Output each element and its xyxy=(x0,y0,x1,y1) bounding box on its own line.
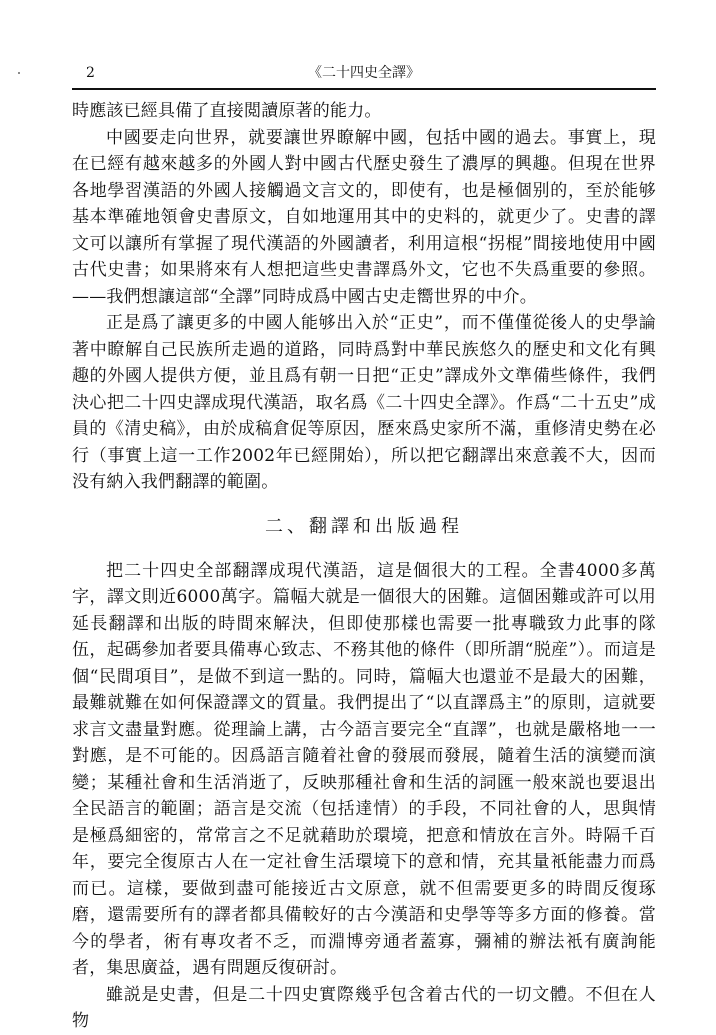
paragraph: 中國要走向世界，就要讓世界瞭解中國，包括中國的過去。事實上，現在已經有越來越多的外國人對中國古代歷史發生了濃厚的興趣。但現在世界各地學習漢語的外國人接觸過文言文的，即使有，也是極個别的，至於能够基本準確地領會史書原文，自如地運用其中的史料的，就更少了。史書的譯文可以讓所有掌握了現代漢語的外國讀者，利用這根“拐棍”間接地使用中國古代史書；如果將來有人想把這些史書譯爲外文，它也不失爲重要的參照。——我們想讓這部“全譯”同時成爲中國古史走嚮世界的中介。 xyxy=(72,127,656,307)
paragraph-continuation: 時應該已經具備了直接閲讀原著的能力。 xyxy=(72,101,382,121)
page-header xyxy=(72,62,656,84)
page-number: 2 xyxy=(86,65,95,81)
running-title: 《二十四史全譯》 xyxy=(308,65,420,81)
paragraph-truncated: 雖説是史書，但是二十四史實際幾乎包含着古代的一切文體。不但在人物 xyxy=(72,984,656,1031)
body-text xyxy=(72,98,656,1035)
header-rule xyxy=(72,88,656,90)
scan-speck xyxy=(18,72,20,74)
paragraph: 把二十四史全部翻譯成現代漢語，這是個很大的工程。全書4000多萬字，譯文則近6000萬字。篇幅大就是一個很大的困難。這個困難或許可以用延長翻譯和出版的時間來解決，但即使那樣也需要一批專職致力此事的隊伍，起碼參加者要具備專心致志、不務其他的條件（即所謂“脱産”）。而這是個“民間項目”，是做不到這一點的。同時，篇幅大也還並不是最大的困難，最難就難在如何保證譯文的質量。我們提出了“以直譯爲主”的原則，這就要求言文盡量對應。從理論上講，古今語言要完全“直譯”，也就是嚴格地一一對應，是不可能的。因爲語言隨着社會的發展而發展，隨着生活的演變而演變；某種社會和生活消逝了，反映那種社會和生活的詞匯一般來説也要退出全民語言的範圍；語言是交流（包括達情）的手段，不同社會的人，思與情是極爲細密的，常常言之不足就藉助於環境，把意和情放在言外。時隔千百年，要完全復原古人在一定社會生活環境下的意和情，充其量衹能盡力而爲而已。這樣，要做到盡可能接近古文原意，就不但需要更多的時間反復琢磨，還需要所有的譯者都具備較好的古今漢語和史學等等多方面的修養。當今的學者，術有專攻者不乏，而淵博旁通者蓋寡，彌補的辦法衹有廣詢能者，集思廣益，遇有問題反復研討。 xyxy=(72,560,656,978)
section-heading: 二、翻譯和出版過程 xyxy=(265,515,463,537)
paragraph: 正是爲了讓更多的中國人能够出入於“正史”，而不僅僅從後人的史學論著中瞭解自己民族所走過的道路，同時爲對中華民族悠久的歷史和文化有興趣的外國人提供方便，並且爲有朝一日把“正史”譯成外文準備些條件，我們決心把二十四史譯成現代漢語，取名爲《二十四史全譯》。作爲“二十五史”成員的《清史稿》，由於成稿倉促等原因，歷來爲史家所不滿，重修清史勢在必行（事實上這一工作2002年已經開始），所以把它翻譯出來意義不大，因而没有納入我們翻譯的範圍。 xyxy=(72,313,656,492)
